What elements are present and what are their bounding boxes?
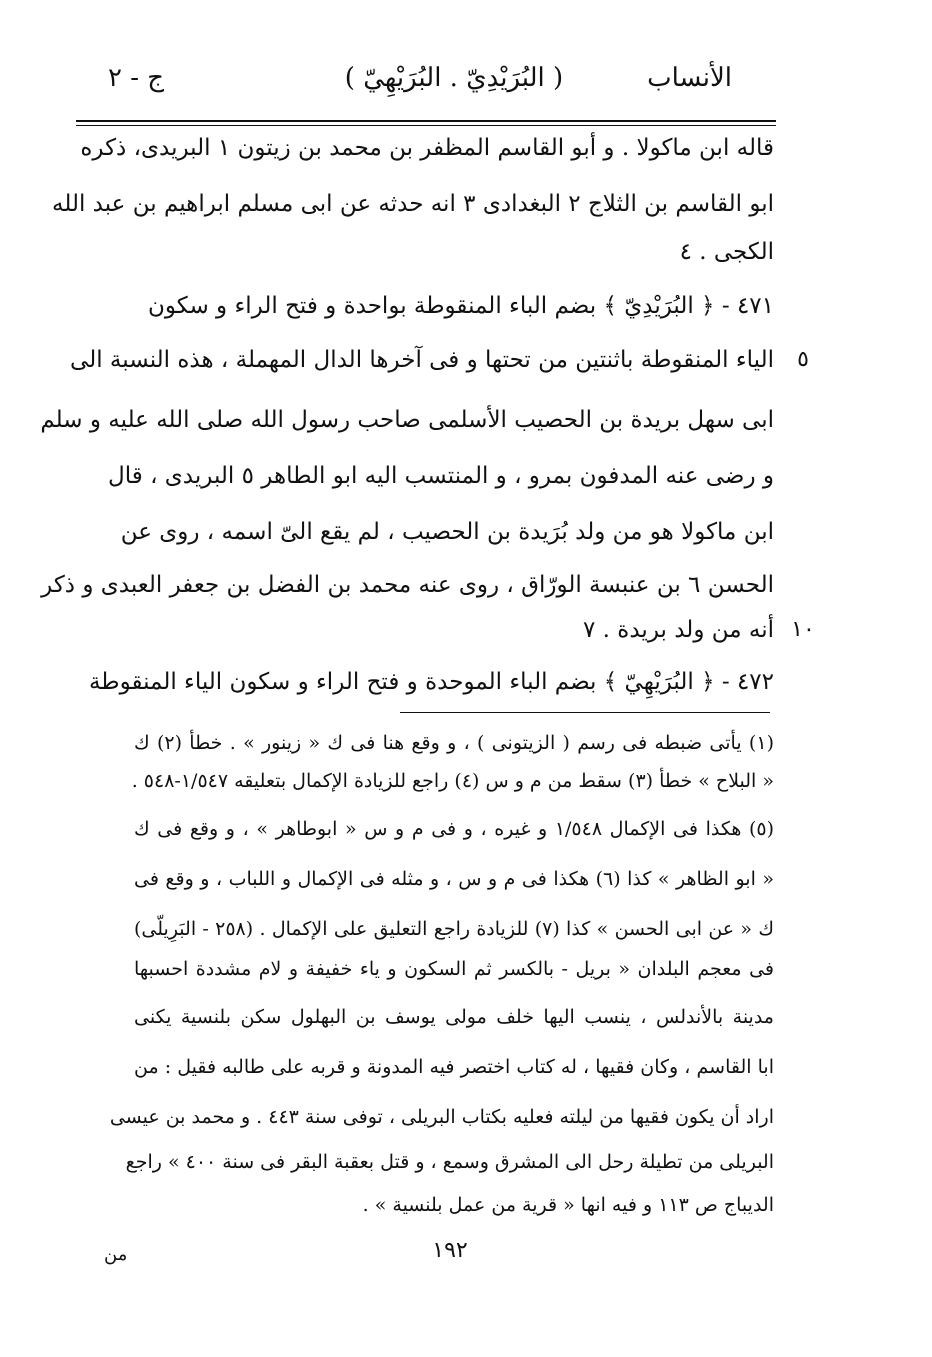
running-title: الأنساب: [647, 63, 732, 93]
footnote-line: اراد أن يكون فقيها من ليلته فعليه بكتاب البريلى ، توفى سنة ٤٤٣ . و محمد بن عيسى: [109, 1106, 774, 1128]
footnote-line: البريلى من تطيلة رحل الى المشرق وسمع ، و قتل بعقبة البقر فى سنة ٤٠٠ » راجع: [125, 1151, 774, 1173]
body-line: ابو القاسم بن الثلاج ٢ البغدادى ٣ انه حدثه عن ابى مسلم ابراهيم بن عبد الله: [52, 191, 774, 217]
footnote-line: الديباج ص ١١٣ و فيه انها « قرية من عمل بلنسية » .: [362, 1194, 774, 1216]
page-headwords: ( البُرَيْدِيّ . البُرَيْهِيّ ): [344, 63, 564, 93]
line-number: ١٠: [791, 617, 815, 642]
footnote-line: ابا القاسم ، وكان فقيها ، له كتاب اختصر فيه المدونة و قربه على طالبه فقيل : من: [134, 1056, 774, 1078]
footnote-line: (٥) هكذا فى الإكمال ١/٥٤٨ و غيره ، و فى م و س « ابوطاهر » ، و وقع فى ك: [134, 818, 775, 840]
body-line: قاله ابن ماكولا . و أبو القاسم المظفر بن محمد بن زيتون ١ البريدى، ذكره: [80, 135, 774, 161]
header-rule-thin: [76, 125, 776, 126]
body-line: ابى سهل بريدة بن الحصيب الأسلمى صاحب رسول الله صلى الله عليه و سلم: [40, 407, 774, 433]
body-line: الحسن ٦ بن عنبسة الورّاق ، روى عنه محمد بن الفضل بن جعفر العبدى و ذكر: [41, 572, 774, 598]
body-line: أنه من ولد بريدة . ٧: [583, 617, 774, 643]
footnote-separator: [400, 712, 770, 713]
catchword: من: [104, 1244, 128, 1265]
footnote-line: « البلاح » خطأ (٣) سقط من م و س (٤) راجع للزيادة الإكمال بتعليقه ١/٥٤٧-٥٤٨ .: [131, 770, 774, 792]
header-rule: [76, 120, 776, 122]
body-line: الكجى . ٤: [679, 239, 774, 265]
body-line: و رضى عنه المدفون بمرو ، و المنتسب اليه ابو الطاهر ٥ البريدى ، قال: [108, 463, 774, 489]
entry-472-heading: ٤٧٢ - ﴿ البُرَيْهِيّ ﴾ بضم الباء الموحدة و فتح الراء و سكون الياء المنقوطة: [88, 669, 774, 695]
entry-471-heading: ٤٧١ - ﴿ البُرَيْدِيّ ﴾ بضم الباء المنقوطة بواحدة و فتح الراء و سكون: [148, 293, 774, 319]
footnote-line: « ابو الظاهر » كذا (٦) هكذا فى م و س ، و مثله فى الإكمال و اللباب ، و وقع فى: [134, 868, 774, 890]
footnote-line: مدينة بالأندلس ، ينسب اليها خلف مولى يوسف بن البهلول سكن بلنسية يكنى: [134, 1006, 774, 1028]
page-number: ١٩٢: [432, 1238, 468, 1263]
footnote-line: (١) يأتى ضبطه فى رسم ( الزيتونى ) ، و وقع هنا فى ك « زينور » . خطأ (٢) ك: [134, 732, 774, 754]
body-line: الياء المنقوطة باثنتين من تحتها و فى آخرها الدال المهملة ، هذه النسبة الى: [70, 347, 774, 373]
volume-label: ج - ٢: [108, 63, 165, 93]
footnote-line: ك « عن ابى الحسن » كذا (٧) للزيادة راجع التعليق على الإكمال . (٢٥٨ - البَرِيلّى): [134, 918, 774, 940]
footnote-line: فى معجم البلدان « بريل - بالكسر ثم السكون و ياء خفيفة و لام مشددة احسبها: [134, 958, 774, 980]
body-line: ابن ماكولا هو من ولد بُرَيدة بن الحصيب ، لم يقع الىّ اسمه ، روى عن: [120, 519, 774, 545]
line-number: ٥: [797, 347, 809, 372]
